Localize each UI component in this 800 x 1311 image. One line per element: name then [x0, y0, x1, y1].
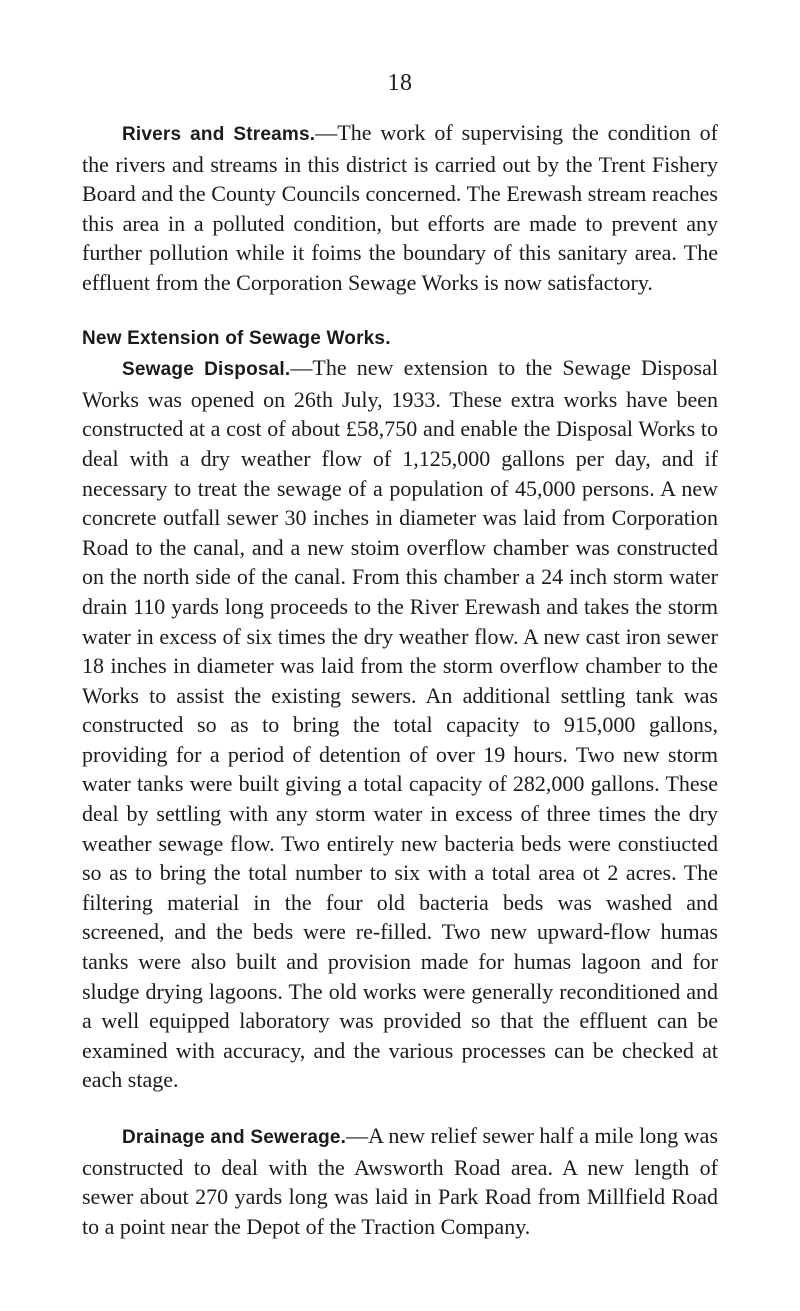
disposal-paragraph — [82, 353, 718, 1095]
extension-heading: New Extension of Sewage Works. — [82, 327, 391, 349]
drainage-heading: Drainage and Sewerage. — [122, 1127, 347, 1148]
drainage-paragraph — [82, 1121, 718, 1241]
disposal-text: —The new extension to the Sewage Disposal Works was opened on 26th July, 1933. These extra works have been constructed at a cost of about £58,750 and enable the Disposal Works to deal with a dry weather flow of 1,125,000 gallons per day, and if necessary to treat the sewage of a population of 45,000 persons. A new concrete outfall sewer 30 inches in diameter was laid from Corporation Road to the canal, and a new stoim overflow chamber was constructed on the north side of the canal. From this chamber a 24 inch storm water drain 110 yards long proceeds to the River Erewash and takes the storm water in excess of six times the dry weather flow. A new cast iron sewer 18 inches in diameter was laid from the storm overflow chamber to the Works to assist the existing sewers. An additional settling tank was constructed so as to bring the total capacity to 915,000 gallons, providing for a period of detention of over 19 hours. Two new storm water tanks were built giving a total capacity of 282,000 gallons. These deal by settling with any storm water in excess of three times the dry weather sewage flow. Two entirely new bacteria beds were constiucted so as to bring the total number to six with a total area ot 2 acres. The filtering material in the four old bacteria beds was washed and screened, and the beds were re-filled. Two new upward-flow humas tanks were also built and provision made for humas lagoon and for sludge drying lagoons. The old works were generally reconditioned and a well equipped laboratory was provided so that the effluent can be examined with accuracy, and the various processes can be checked at each stage. — [82, 355, 718, 1093]
drainage-text: —A new relief sewer half a mile long was constructed to deal with the Awsworth Road area. A new length of sewer about 270 yards long was laid in Park Road from Millfield Road to a point near the Depot of the Traction Company. — [82, 1123, 719, 1239]
page-number: 18 — [387, 70, 413, 96]
disposal-heading: Sewage Disposal. — [122, 359, 291, 381]
page-content — [82, 118, 718, 1241]
rivers-heading: Rivers and Streams. — [122, 124, 316, 145]
rivers-paragraph — [82, 118, 718, 298]
rivers-text: —The work of supervising the condition of the rivers and streams in this district is carried out by the Trent Fishery Board and the County Councils concerned. The Erewash stream reaches this area in a polluted condition, but efforts are made to prevent any further pollution while it foims the boundary of this sanitary area. The effluent from the Corporation Sewage Works is now satisfactory. — [82, 120, 718, 295]
